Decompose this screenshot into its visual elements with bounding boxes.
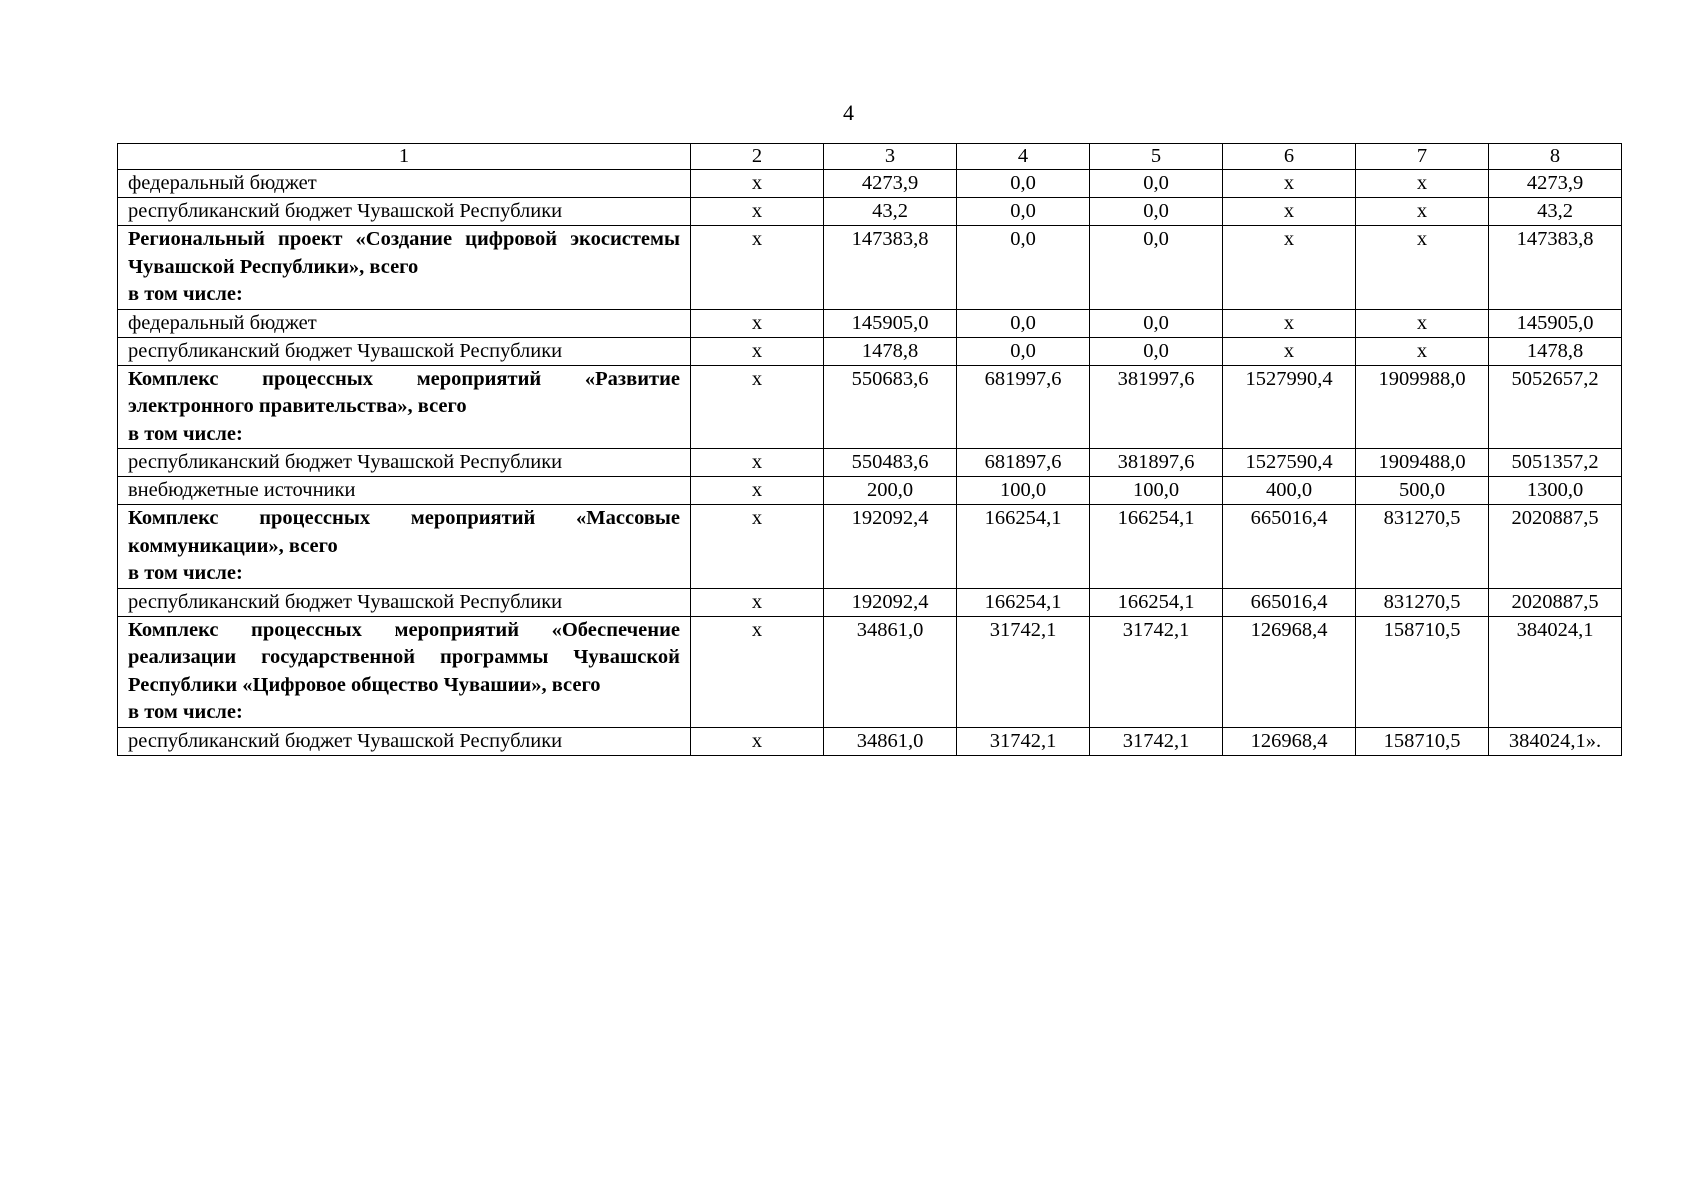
value-cell-col-8: 4273,9 — [1489, 170, 1622, 198]
table-row — [118, 309, 1622, 337]
row-name-text: республиканский бюджет Чувашской Республики — [128, 451, 563, 473]
value-cell-col-2: х — [691, 449, 824, 477]
value-cell-col-7: х — [1356, 198, 1489, 226]
value-cell-col-5: 166254,1 — [1090, 588, 1223, 616]
value-cell-col-2: х — [691, 505, 824, 589]
value-cell-col-6: х — [1223, 226, 1356, 310]
row-name-text: внебюджетные источники — [128, 479, 356, 501]
row-name-cell — [118, 198, 691, 226]
value-cell-col-2: х — [691, 198, 824, 226]
value-cell-col-8: 5052657,2 — [1489, 365, 1622, 449]
table-row-section — [118, 226, 1622, 310]
table-row — [118, 449, 1622, 477]
table-row-section — [118, 616, 1622, 727]
value-cell-col-8: 5051357,2 — [1489, 449, 1622, 477]
value-cell-col-3: 145905,0 — [824, 309, 957, 337]
value-cell-col-8: 384024,1 — [1489, 616, 1622, 727]
row-name-cell — [118, 505, 691, 589]
value-cell-col-7: х — [1356, 226, 1489, 310]
row-name-cell — [118, 170, 691, 198]
row-name-cell — [118, 727, 691, 755]
row-subtitle-text: в том числе: — [128, 562, 243, 584]
value-cell-col-2: х — [691, 170, 824, 198]
value-cell-col-4: 0,0 — [957, 170, 1090, 198]
value-cell-col-7: 831270,5 — [1356, 505, 1489, 589]
value-cell-col-7: 500,0 — [1356, 477, 1489, 505]
header-cell-col-1: 1 — [118, 144, 691, 170]
value-cell-col-7: 158710,5 — [1356, 616, 1489, 727]
value-cell-col-8: 1300,0 — [1489, 477, 1622, 505]
value-cell-col-7: х — [1356, 170, 1489, 198]
row-name-text: Комплекс процессных мероприятий «Развитие электронного правительства», всего — [128, 367, 680, 417]
value-cell-col-5: 0,0 — [1090, 337, 1223, 365]
value-cell-col-2: х — [691, 309, 824, 337]
value-cell-col-8: 2020887,5 — [1489, 505, 1622, 589]
value-cell-col-5: 166254,1 — [1090, 505, 1223, 589]
value-cell-col-5: 100,0 — [1090, 477, 1223, 505]
table-row — [118, 170, 1622, 198]
row-name-cell — [118, 337, 691, 365]
table-row — [118, 588, 1622, 616]
header-cell-col-6: 6 — [1223, 144, 1356, 170]
value-cell-col-2: х — [691, 337, 824, 365]
row-subtitle-text: в том числе: — [128, 283, 243, 305]
value-cell-col-5: 0,0 — [1090, 198, 1223, 226]
value-cell-col-5: 0,0 — [1090, 226, 1223, 310]
value-cell-col-8: 147383,8 — [1489, 226, 1622, 310]
header-cell-col-3: 3 — [824, 144, 957, 170]
header-cell-col-8: 8 — [1489, 144, 1622, 170]
value-cell-col-3: 1478,8 — [824, 337, 957, 365]
value-cell-col-2: х — [691, 588, 824, 616]
header-cell-col-7: 7 — [1356, 144, 1489, 170]
value-cell-col-3: 192092,4 — [824, 588, 957, 616]
row-name-text: Региональный проект «Создание цифровой экосистемы Чувашской Республики», всего — [128, 228, 680, 278]
value-cell-col-3: 192092,4 — [824, 505, 957, 589]
header-cell-col-2: 2 — [691, 144, 824, 170]
value-cell-col-4: 0,0 — [957, 337, 1090, 365]
value-cell-col-4: 100,0 — [957, 477, 1090, 505]
value-cell-col-4: 166254,1 — [957, 505, 1090, 589]
value-cell-col-6: 665016,4 — [1223, 588, 1356, 616]
row-name-text: республиканский бюджет Чувашской Республики — [128, 729, 563, 752]
value-cell-col-6: 400,0 — [1223, 477, 1356, 505]
table-header-row — [118, 144, 1622, 170]
value-cell-col-7: 831270,5 — [1356, 588, 1489, 616]
value-cell-col-3: 147383,8 — [824, 226, 957, 310]
row-name-cell — [118, 226, 691, 310]
table-body — [118, 144, 1622, 756]
value-cell-col-4: 0,0 — [957, 309, 1090, 337]
value-cell-col-8: 1478,8 — [1489, 337, 1622, 365]
value-cell-col-5: 381997,6 — [1090, 365, 1223, 449]
table-row — [118, 727, 1622, 755]
value-cell-col-7: х — [1356, 337, 1489, 365]
table-row-section — [118, 505, 1622, 589]
table-row — [118, 477, 1622, 505]
row-subtitle-text: в том числе: — [128, 422, 243, 445]
value-cell-col-8: 384024,1». — [1489, 727, 1622, 755]
value-cell-col-4: 166254,1 — [957, 588, 1090, 616]
table-row — [118, 198, 1622, 226]
value-cell-col-3: 200,0 — [824, 477, 957, 505]
value-cell-col-5: 31742,1 — [1090, 616, 1223, 727]
value-cell-col-7: 1909988,0 — [1356, 365, 1489, 449]
value-cell-col-7: х — [1356, 309, 1489, 337]
value-cell-col-6: 1527590,4 — [1223, 449, 1356, 477]
value-cell-col-2: х — [691, 365, 824, 449]
value-cell-col-8: 43,2 — [1489, 198, 1622, 226]
value-cell-col-6: 665016,4 — [1223, 505, 1356, 589]
budget-table — [117, 143, 1622, 756]
row-name-cell — [118, 449, 691, 477]
row-name-cell — [118, 588, 691, 616]
value-cell-col-3: 34861,0 — [824, 616, 957, 727]
row-name-text: республиканский бюджет Чувашской Республики — [128, 590, 563, 613]
value-cell-col-5: 31742,1 — [1090, 727, 1223, 755]
value-cell-col-4: 31742,1 — [957, 727, 1090, 755]
value-cell-col-8: 145905,0 — [1489, 309, 1622, 337]
value-cell-col-7: 158710,5 — [1356, 727, 1489, 755]
row-name-text: федеральный бюджет — [128, 172, 317, 194]
value-cell-col-2: х — [691, 477, 824, 505]
value-cell-col-4: 0,0 — [957, 226, 1090, 310]
value-cell-col-4: 681897,6 — [957, 449, 1090, 477]
row-name-cell — [118, 616, 691, 727]
value-cell-col-2: х — [691, 226, 824, 310]
header-cell-col-4: 4 — [957, 144, 1090, 170]
value-cell-col-2: х — [691, 616, 824, 727]
row-name-text: федеральный бюджет — [128, 311, 317, 334]
row-name-text: Комплекс процессных мероприятий «Обеспечение реализации государственной программы Чувашской Республики «Цифровое общество Чувашии», всего — [128, 618, 680, 696]
row-name-text: республиканский бюджет Чувашской Республики — [128, 200, 563, 222]
row-name-text: Комплекс процессных мероприятий «Массовые коммуникации», всего — [128, 507, 680, 557]
row-subtitle-text: в том числе: — [128, 701, 243, 723]
value-cell-col-6: х — [1223, 337, 1356, 365]
value-cell-col-3: 550683,6 — [824, 365, 957, 449]
value-cell-col-6: 1527990,4 — [1223, 365, 1356, 449]
value-cell-col-5: 0,0 — [1090, 309, 1223, 337]
value-cell-col-3: 34861,0 — [824, 727, 957, 755]
value-cell-col-3: 550483,6 — [824, 449, 957, 477]
value-cell-col-6: х — [1223, 309, 1356, 337]
value-cell-col-3: 43,2 — [824, 198, 957, 226]
row-name-cell — [118, 365, 691, 449]
table-row — [118, 337, 1622, 365]
table-row-section — [118, 365, 1622, 449]
value-cell-col-7: 1909488,0 — [1356, 449, 1489, 477]
row-name-cell — [118, 309, 691, 337]
value-cell-col-8: 2020887,5 — [1489, 588, 1622, 616]
value-cell-col-6: 126968,4 — [1223, 727, 1356, 755]
value-cell-col-4: 681997,6 — [957, 365, 1090, 449]
value-cell-col-6: х — [1223, 170, 1356, 198]
value-cell-col-4: 31742,1 — [957, 616, 1090, 727]
value-cell-col-4: 0,0 — [957, 198, 1090, 226]
header-cell-col-5: 5 — [1090, 144, 1223, 170]
value-cell-col-5: 0,0 — [1090, 170, 1223, 198]
value-cell-col-3: 4273,9 — [824, 170, 957, 198]
value-cell-col-5: 381897,6 — [1090, 449, 1223, 477]
value-cell-col-6: 126968,4 — [1223, 616, 1356, 727]
row-name-text: республиканский бюджет Чувашской Республики — [128, 339, 563, 362]
value-cell-col-6: х — [1223, 198, 1356, 226]
page-number: 4 — [843, 100, 854, 125]
row-name-cell — [118, 477, 691, 505]
value-cell-col-2: х — [691, 727, 824, 755]
